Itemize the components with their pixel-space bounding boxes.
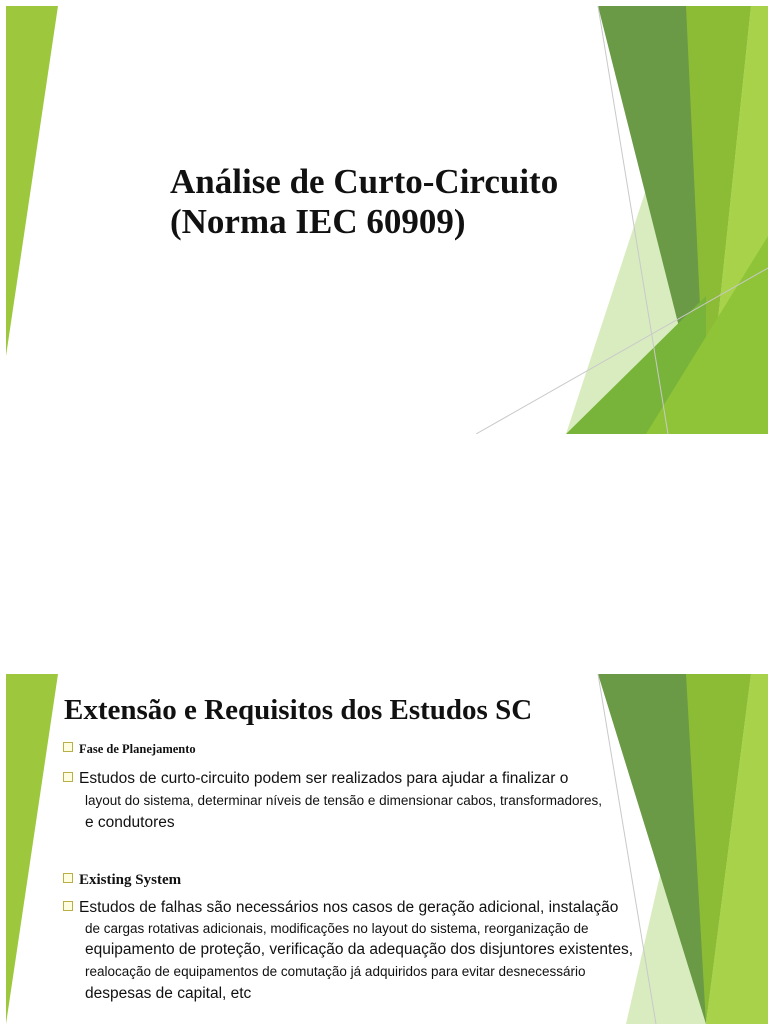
left-green-triangle [6, 6, 58, 356]
bullet-existing-line2: de cargas rotativas adicionais, modificações no layout do sistema, reorganização de [85, 921, 589, 936]
section-heading-planning: Fase de Planejamento [63, 742, 196, 757]
square-bullet-icon [63, 742, 73, 752]
bullet-existing-line5: despesas de capital, etc [85, 985, 252, 1002]
slide-title [170, 162, 558, 242]
section-heading-existing: Existing System [63, 871, 181, 889]
slide-title: Extensão e Requisitos dos Estudos SC [64, 694, 533, 726]
title-slide [6, 6, 768, 434]
title-line-2: (Norma IEC 60909) [170, 202, 466, 241]
bullet-text: Estudos de falhas são necessários nos casos de geração adicional, instalação [79, 899, 619, 916]
left-green-triangle [6, 674, 58, 1024]
square-bullet-icon [63, 772, 73, 782]
bullet-planning-line2: layout do sistema, determinar níveis de tensão e dimensionar cabos, transformadores, [85, 793, 603, 808]
square-bullet-icon [63, 873, 73, 883]
bullet-existing [63, 899, 618, 917]
bullet-existing-line3: equipamento de proteção, verificação da adequação dos disjuntores existentes, [85, 941, 634, 958]
bullet-existing-line4: realocação de equipamentos de comutação já adquiridos para evitar desnecessário [85, 964, 586, 979]
square-bullet-icon [63, 901, 73, 911]
bullet-planning-line3: e condutores [85, 814, 175, 831]
bullet-text: Estudos de curto-circuito podem ser realizados para ajudar a finalizar o [79, 770, 569, 787]
bullet-planning [63, 770, 568, 788]
content-slide [6, 674, 768, 1024]
title-line-1: Análise de Curto-Circuito [170, 162, 559, 201]
